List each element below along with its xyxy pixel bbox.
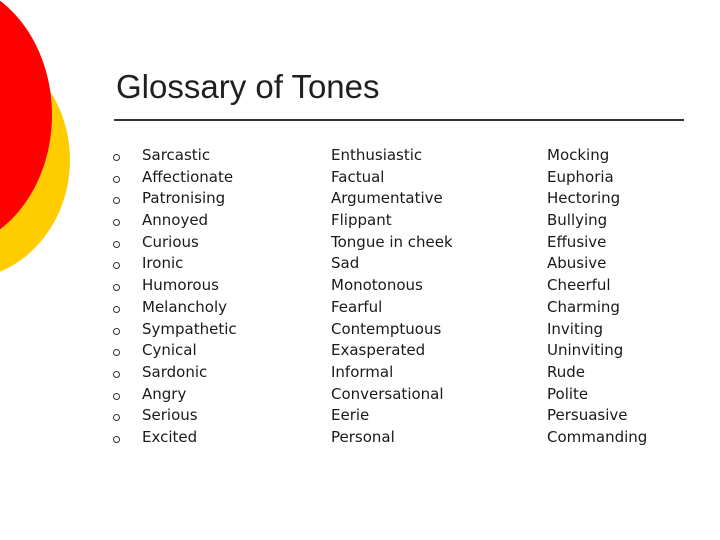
title-underline bbox=[114, 119, 684, 121]
tone-item: Contemptuous bbox=[331, 319, 442, 338]
slide-title: Glossary of Tones bbox=[116, 68, 380, 105]
tone-item: Annoyed bbox=[142, 211, 209, 230]
tone-item: Commanding bbox=[547, 427, 648, 446]
bullet-icon bbox=[113, 190, 123, 212]
tone-item: Monotonous bbox=[331, 276, 423, 295]
tone-item: Persuasive bbox=[547, 406, 628, 425]
bullet-icon bbox=[113, 255, 123, 277]
tone-item: Euphoria bbox=[547, 167, 614, 186]
bullet-icon bbox=[113, 364, 123, 386]
tone-item: Curious bbox=[142, 232, 199, 251]
tone-item: Sarcastic bbox=[142, 146, 211, 164]
bullet-icon bbox=[113, 386, 123, 408]
tone-item: Serious bbox=[142, 406, 198, 425]
tone-item: Flippant bbox=[331, 211, 392, 230]
tone-item: Excited bbox=[142, 427, 198, 446]
bullet-icon bbox=[113, 429, 123, 451]
tone-item: Charming bbox=[547, 297, 620, 316]
tone-item: Fearful bbox=[331, 297, 383, 316]
tone-item: Uninviting bbox=[547, 341, 624, 360]
tone-item: Hectoring bbox=[547, 189, 621, 208]
bullet-icon bbox=[113, 147, 123, 169]
tone-item: Rude bbox=[547, 362, 586, 381]
tone-column-2 bbox=[331, 145, 453, 449]
bullet-icon bbox=[113, 234, 123, 256]
tone-item: Angry bbox=[142, 384, 187, 403]
bullet-icon bbox=[113, 407, 123, 429]
bullet-icon bbox=[113, 169, 123, 191]
tone-item: Mocking bbox=[547, 146, 610, 164]
tone-item: Humorous bbox=[142, 276, 219, 295]
tone-item: Ironic bbox=[142, 254, 184, 273]
tone-item: Cheerful bbox=[547, 276, 611, 295]
bullet-icon bbox=[113, 342, 123, 364]
bullet-markers bbox=[113, 147, 123, 451]
tone-item: Exasperated bbox=[331, 341, 426, 360]
tone-item: Personal bbox=[331, 427, 395, 446]
tone-column-3 bbox=[547, 145, 647, 449]
tone-item: Affectionate bbox=[142, 167, 234, 186]
tone-item: Polite bbox=[547, 384, 589, 403]
tone-item: Abusive bbox=[547, 254, 607, 273]
bullet-icon bbox=[113, 277, 123, 299]
bullet-icon bbox=[113, 321, 123, 343]
bullet-icon bbox=[113, 212, 123, 234]
tone-item: Conversational bbox=[331, 384, 444, 403]
tone-item: Informal bbox=[331, 362, 394, 381]
tone-item: Sympathetic bbox=[142, 319, 237, 338]
tone-item: Factual bbox=[331, 167, 385, 186]
tone-item: Argumentative bbox=[331, 189, 443, 208]
tone-item: Tongue in cheek bbox=[331, 232, 453, 251]
tone-item: Sad bbox=[331, 254, 360, 273]
tone-column-1 bbox=[142, 145, 237, 449]
tone-item: Effusive bbox=[547, 232, 607, 251]
tone-item: Inviting bbox=[547, 319, 604, 338]
tone-item: Sardonic bbox=[142, 362, 208, 381]
tone-item: Enthusiastic bbox=[331, 146, 423, 164]
tone-item: Bullying bbox=[547, 211, 608, 230]
tone-item: Melancholy bbox=[142, 297, 228, 316]
tone-item: Cynical bbox=[142, 341, 197, 360]
tone-item: Eerie bbox=[331, 406, 370, 425]
tone-item: Patronising bbox=[142, 189, 226, 208]
bullet-icon bbox=[113, 299, 123, 321]
